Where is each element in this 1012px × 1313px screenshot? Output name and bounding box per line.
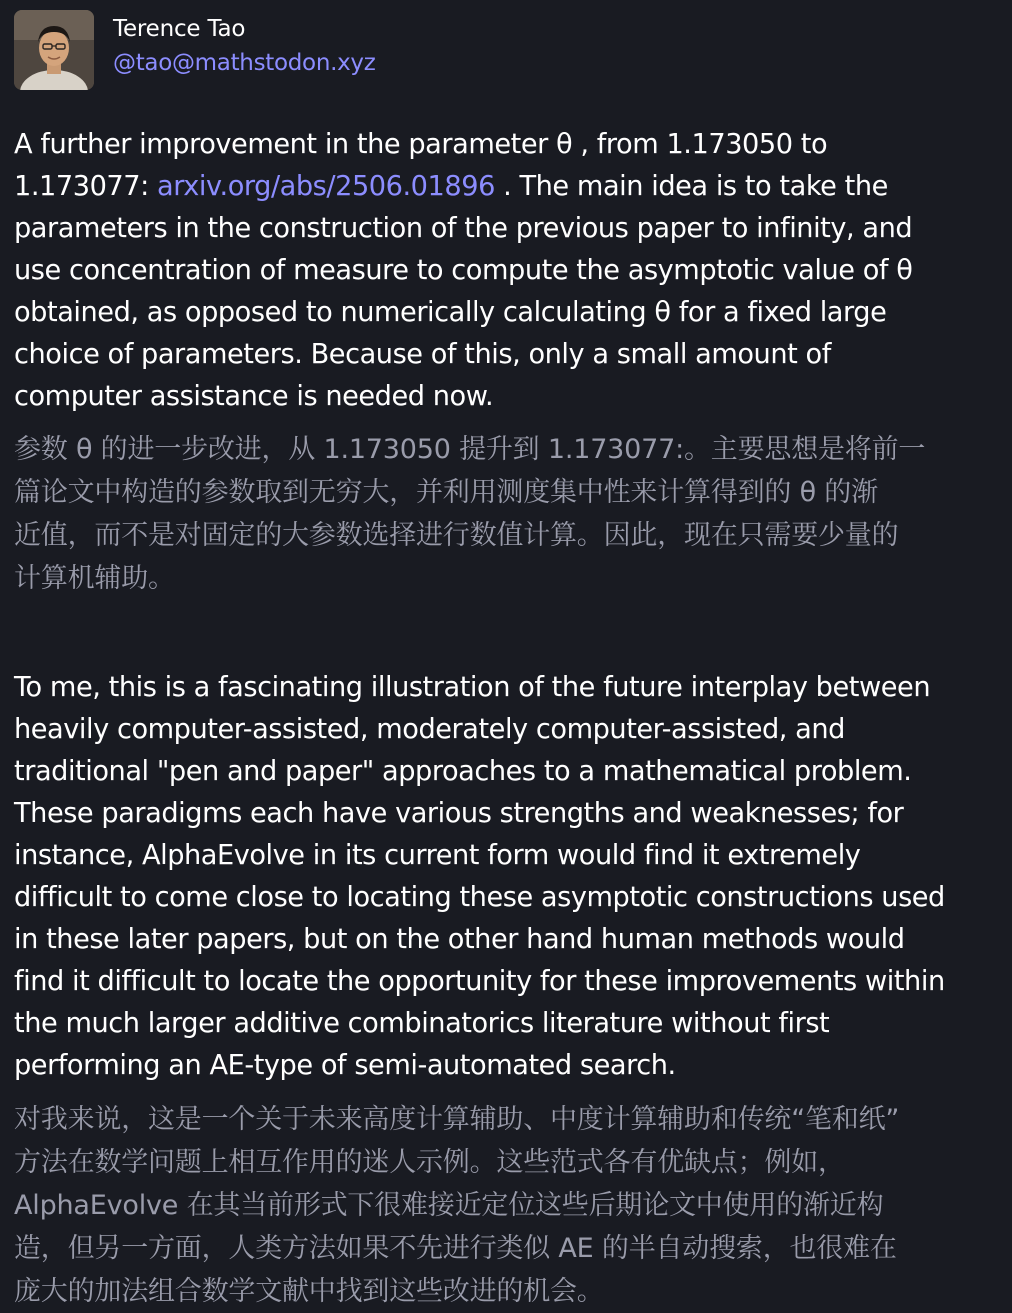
post-content bbox=[14, 124, 1004, 1313]
text-line: computer assistance is needed now. bbox=[14, 381, 494, 412]
post-header bbox=[14, 10, 1000, 92]
paragraph-english-2 bbox=[14, 667, 1004, 1087]
text-line: 计算机辅助。 bbox=[14, 563, 175, 594]
text-line: in these later papers, but on the other hand human methods would bbox=[14, 924, 905, 955]
text-span: 1.173077: bbox=[14, 171, 158, 202]
text-line: 参数 θ 的进一步改进，从 1.173050 提升到 1.173077:。主要思想是将前一 bbox=[14, 434, 926, 465]
text-line: the much larger additive combinatorics literature without first bbox=[14, 1008, 830, 1039]
text-line: instance, AlphaEvolve in its current form would find it extremely bbox=[14, 840, 861, 871]
text-line: AlphaEvolve 在其当前形式下很难接近定位这些后期论文中使用的渐近构 bbox=[14, 1190, 884, 1221]
author-names bbox=[113, 13, 376, 81]
text-line: 庞大的加法组合数学文献中找到这些改进的机会。 bbox=[14, 1276, 604, 1307]
text-line: To me, this is a fascinating illustration of the future interplay between bbox=[14, 672, 931, 703]
text-line: find it difficult to locate the opportunity for these improvements within bbox=[14, 966, 945, 997]
text-span: . The main idea is to take the bbox=[494, 171, 888, 202]
text-line: 方法在数学问题上相互作用的迷人示例。这些范式各有优缺点；例如， bbox=[14, 1147, 845, 1178]
text-line: choice of parameters. Because of this, only a small amount of bbox=[14, 339, 831, 370]
text-line: 近值，而不是对固定的大参数选择进行数值计算。因此，现在只需要少量的 bbox=[14, 520, 899, 551]
text-line bbox=[14, 166, 1004, 208]
paragraph-english-1 bbox=[14, 124, 1004, 418]
text-line: A further improvement in the parameter θ , from 1.173050 to bbox=[14, 129, 828, 160]
text-line: heavily computer-assisted, moderately computer-assisted, and bbox=[14, 714, 845, 745]
text-line: 造，但另一方面，人类方法如果不先进行类似 AE 的半自动搜索，也很难在 bbox=[14, 1233, 897, 1264]
avatar[interactable] bbox=[14, 10, 94, 90]
text-line: difficult to come close to locating these asymptotic constructions used bbox=[14, 882, 945, 913]
text-line: traditional "pen and paper" approaches to a mathematical problem. bbox=[14, 756, 912, 787]
author-handle[interactable]: @tao@mathstodon.xyz bbox=[113, 50, 376, 76]
text-line: obtained, as opposed to numerically calculating θ for a fixed large bbox=[14, 297, 887, 328]
arxiv-link[interactable]: arxiv.org/abs/2506.01896 bbox=[157, 171, 495, 202]
text-line: 对我来说，这是一个关于未来高度计算辅助、中度计算辅助和传统“笔和纸” bbox=[14, 1104, 900, 1135]
text-line: performing an AE-type of semi-automated search. bbox=[14, 1050, 676, 1081]
avatar-portrait-icon bbox=[14, 10, 94, 90]
author-display-name[interactable]: Terence Tao bbox=[113, 16, 246, 42]
paragraph-chinese-1 bbox=[14, 428, 1004, 600]
text-line: use concentration of measure to compute the asymptotic value of θ bbox=[14, 255, 913, 286]
text-line: 篇论文中构造的参数取到无穷大，并利用测度集中性来计算得到的 θ 的渐 bbox=[14, 477, 878, 508]
text-line: parameters in the construction of the previous paper to infinity, and bbox=[14, 213, 913, 244]
paragraph-chinese-2 bbox=[14, 1098, 1004, 1313]
text-line: These paradigms each have various strengths and weaknesses; for bbox=[14, 798, 904, 829]
